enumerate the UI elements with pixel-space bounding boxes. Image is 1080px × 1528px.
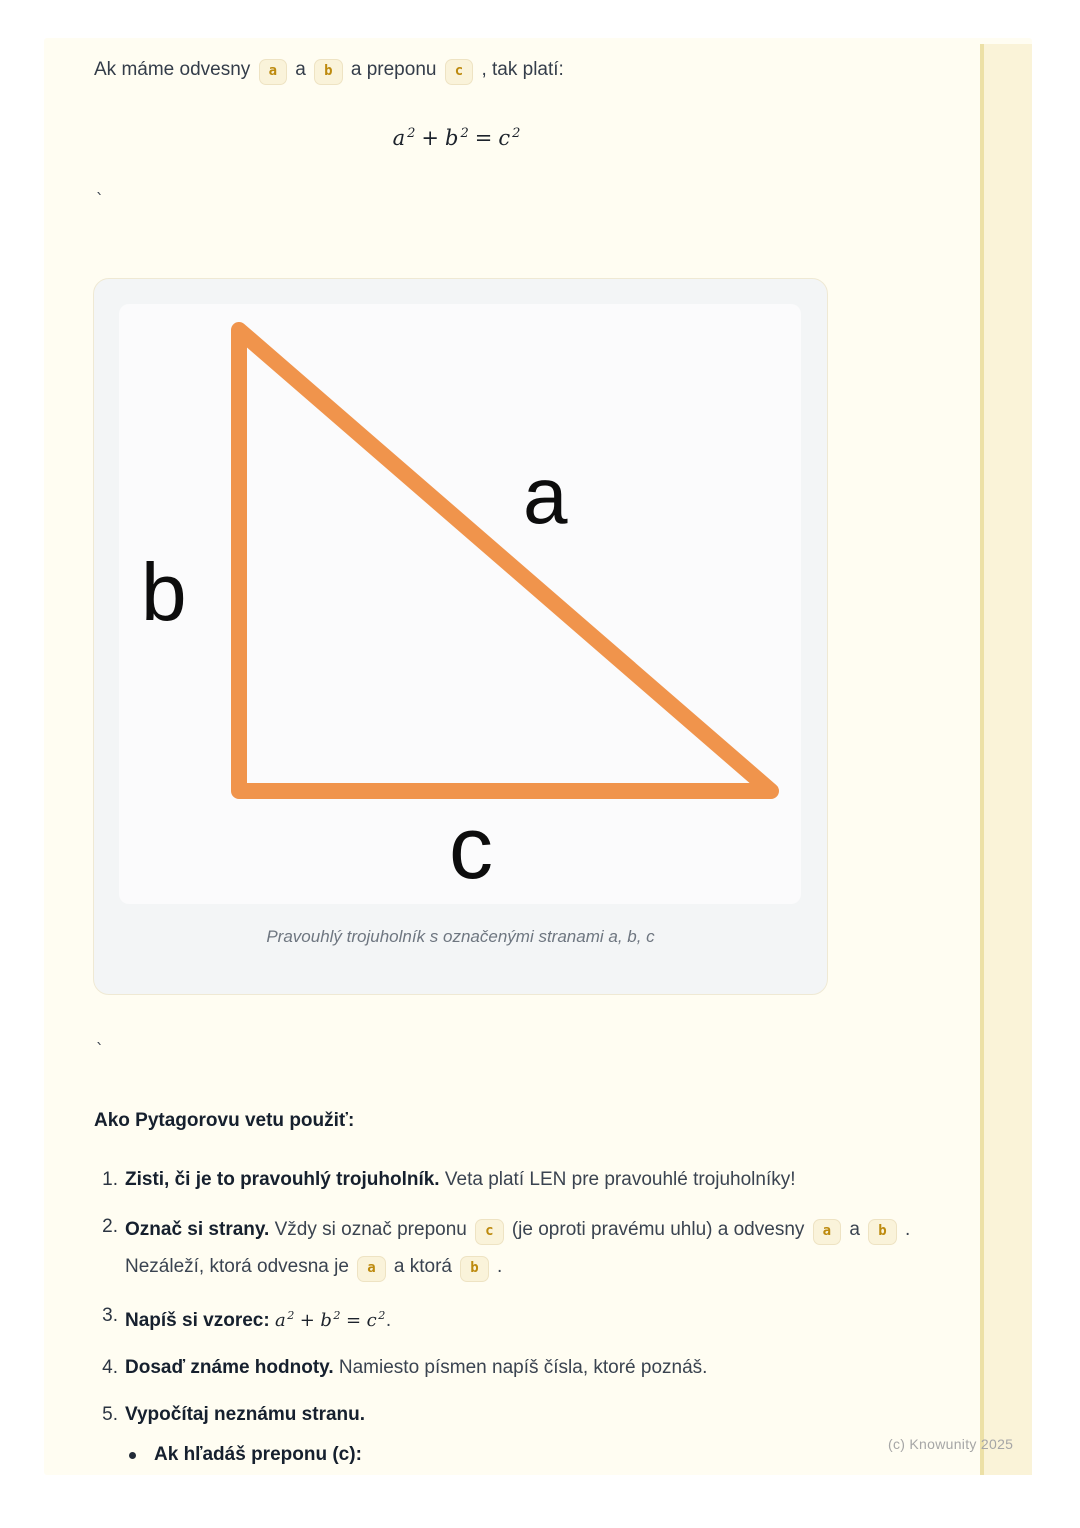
list-item-bold: Označ si strany. (125, 1219, 270, 1240)
formula-var: b (320, 1310, 333, 1331)
stray-backtick: ` (95, 190, 105, 209)
side-label-b: b (141, 547, 187, 638)
intro-text: a (295, 59, 306, 80)
copyright-credit: (c) Knowunity 2025 (888, 1436, 1014, 1452)
formula-var: a (274, 1310, 287, 1331)
note-paper (44, 38, 1032, 1475)
list-item-bold: Zisti, či je to pravouhlý trojuholník. (125, 1169, 440, 1190)
list-item-body (125, 1300, 391, 1337)
list-item-text: Veta platí LEN pre pravouhlé trojuholníky! (444, 1169, 796, 1190)
formula-exponent: 2 (333, 1309, 342, 1322)
list-item-body (125, 1352, 707, 1384)
plus-operator: + (421, 126, 441, 150)
list-item-text: a (849, 1219, 860, 1240)
pythagorean-formula (44, 126, 870, 150)
list-item-text: . (497, 1256, 503, 1277)
list-item-body (125, 1164, 796, 1196)
triangle-figure-card (93, 278, 828, 995)
plus-operator: + (299, 1310, 316, 1331)
list-item-bold: Vypočítaj neznámu stranu. (125, 1404, 366, 1425)
code-chip-a: a (357, 1256, 385, 1282)
side-label-c: c (449, 798, 493, 897)
list-number: 3. (102, 1305, 118, 1326)
code-chip-b: b (314, 59, 342, 85)
list-item-text: . (385, 1310, 392, 1331)
code-chip-a: a (813, 1219, 841, 1245)
list-item-body (125, 1211, 924, 1285)
inline-formula (275, 1310, 386, 1331)
formula-exponent: 2 (512, 126, 522, 141)
list-number: 2. (102, 1216, 118, 1237)
code-chip-a: a (259, 59, 287, 85)
list-item-bold: Dosaď známe hodnoty. (125, 1357, 334, 1378)
formula-exponent: 2 (460, 126, 470, 141)
bullet-dot (129, 1452, 136, 1459)
note-content (44, 38, 1032, 1475)
intro-text: a preponu (350, 59, 437, 80)
formula-var: a (392, 126, 407, 150)
figure-caption: Pravouhlý trojuholník s označenými stranami a, b, c (266, 927, 655, 946)
howto-list (94, 1164, 924, 1485)
formula-exponent: 2 (287, 1309, 295, 1322)
section-heading: Ako Pytagorovu vetu použiť: (94, 1110, 355, 1131)
list-item (94, 1211, 924, 1285)
intro-text: Ak máme odvesny (94, 59, 251, 80)
list-item (94, 1164, 924, 1196)
list-item-text: a ktorá (393, 1256, 452, 1277)
sub-list-item (125, 1440, 365, 1470)
formula-var: b (445, 126, 460, 150)
side-label-a: a (523, 451, 568, 540)
list-item-text: Vždy si označ preponu (274, 1219, 467, 1240)
list-item (94, 1352, 924, 1384)
list-number: 4. (102, 1357, 118, 1378)
intro-text: , tak platí: (481, 59, 564, 80)
code-chip-c: c (475, 1219, 503, 1245)
code-chip-b: b (868, 1219, 896, 1245)
formula-var: c (498, 126, 512, 150)
list-number: 5. (102, 1404, 118, 1425)
list-item-text: Namiesto písmen napíš čísla, ktoré poznáš. (338, 1357, 708, 1378)
stray-backtick: ` (95, 1040, 105, 1059)
equals-sign: = (346, 1310, 362, 1331)
intro-sentence (94, 54, 954, 86)
list-item (94, 1300, 924, 1337)
sub-list-item-text: Ak hľadáš preponu (c): (154, 1444, 362, 1465)
list-item (94, 1399, 924, 1470)
formula-exponent: 2 (378, 1309, 386, 1322)
formula-exponent: 2 (407, 126, 417, 141)
list-item-bold: Napíš si vzorec: (125, 1310, 270, 1331)
list-item-text: . Nezáleží, ktorá odvesna je (125, 1219, 911, 1277)
list-number: 1. (102, 1169, 118, 1190)
equals-sign: = (474, 126, 494, 150)
triangle-image (119, 304, 801, 904)
formula-var: c (366, 1310, 378, 1331)
list-item-body (125, 1399, 365, 1470)
list-item-text: (je oproti pravému uhlu) a odvesny (511, 1219, 805, 1240)
code-chip-c: c (445, 59, 473, 85)
code-chip-b: b (460, 1256, 488, 1282)
